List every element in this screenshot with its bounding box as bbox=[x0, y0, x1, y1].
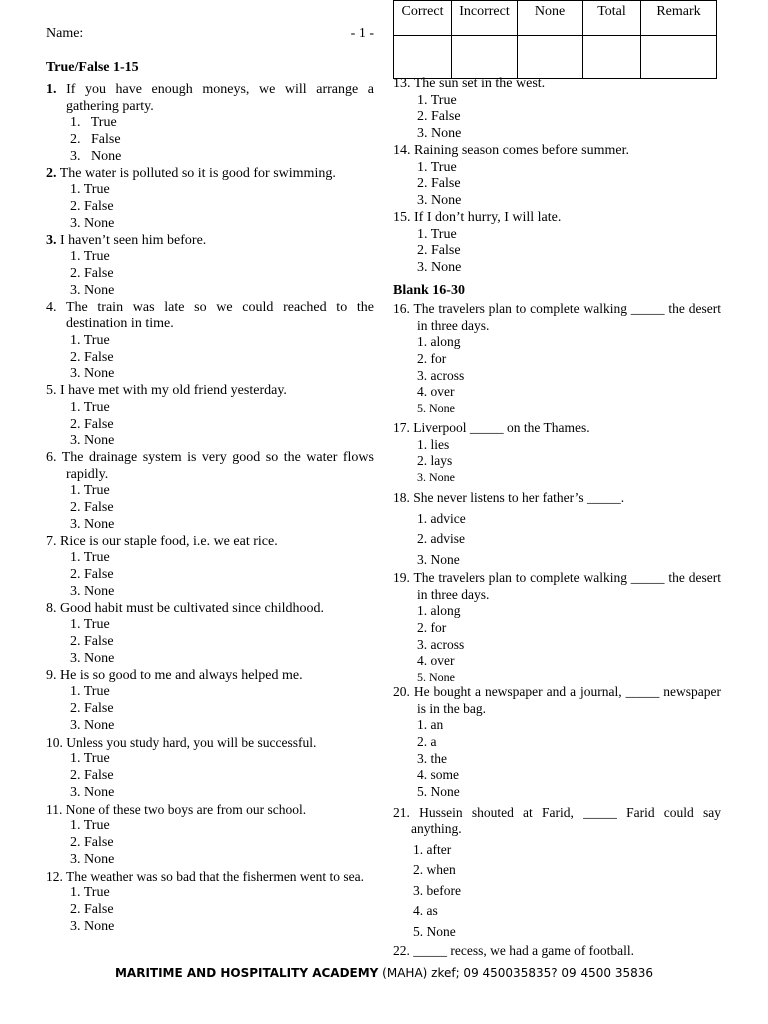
question-number: 1. bbox=[46, 82, 57, 97]
question-number: 4. bbox=[46, 299, 57, 315]
question-number: 14. bbox=[393, 142, 411, 158]
option-true[interactable]: 1. True bbox=[70, 332, 110, 348]
question-text: Unless you study hard, you will be successful. bbox=[66, 734, 317, 750]
question-text: Rice is our staple food, i.e. we eat rice. bbox=[60, 533, 278, 549]
option-4[interactable]: 4. some bbox=[417, 767, 459, 783]
question-2 bbox=[46, 166, 374, 233]
option-true[interactable]: 1. True bbox=[417, 226, 457, 242]
score-cell-incorrect[interactable] bbox=[452, 36, 518, 79]
option-false[interactable]: 2. False bbox=[70, 634, 114, 650]
question-text: Hussein shouted at Farid, _____ Farid could say anything. bbox=[411, 804, 721, 837]
option-false[interactable]: 2. False bbox=[417, 109, 461, 125]
option-4[interactable]: 4. over bbox=[417, 384, 455, 400]
option-1[interactable]: 1. along bbox=[417, 603, 461, 619]
option-5[interactable]: 5. None bbox=[417, 670, 455, 685]
question-text: I haven’t seen him before. bbox=[60, 232, 207, 248]
option-2[interactable]: 2. a bbox=[417, 733, 437, 749]
footer-org: MARITIME AND HOSPITALITY ACADEMY bbox=[114, 966, 379, 980]
question-number: 8. bbox=[46, 600, 57, 616]
question-number: 7. bbox=[46, 533, 57, 549]
option-none[interactable]: 3. None bbox=[70, 433, 115, 449]
option-3[interactable]: 3. before bbox=[413, 882, 461, 898]
name-label: Name: bbox=[46, 26, 84, 41]
option-false[interactable]: 2. False bbox=[417, 243, 461, 259]
option-true[interactable]: 1. True bbox=[70, 550, 110, 566]
question-text: She never listens to her father’s _____. bbox=[413, 489, 625, 505]
option-true[interactable]: 1. True bbox=[70, 182, 110, 198]
option-false[interactable]: 2. False bbox=[70, 198, 114, 214]
option-true[interactable]: 1. True bbox=[70, 684, 110, 700]
score-col-remark: Remark bbox=[641, 1, 717, 36]
option-false[interactable]: 2. False bbox=[70, 902, 114, 917]
option-3[interactable]: 3. across bbox=[417, 636, 465, 652]
question-number: 21. bbox=[393, 804, 410, 820]
question-text: Good habit must be cultivated since childhood. bbox=[60, 600, 325, 616]
option-none[interactable]: 3. None bbox=[417, 126, 462, 142]
option-false[interactable]: 2. False bbox=[70, 265, 114, 281]
option-1[interactable]: 1. advice bbox=[417, 510, 466, 526]
question-text: The travelers plan to complete walking _____ the desert in three days. bbox=[413, 300, 721, 333]
question-number: 5. bbox=[46, 383, 57, 399]
option-false[interactable]: 2. False bbox=[70, 416, 114, 432]
option-true[interactable]: 1. True bbox=[70, 617, 110, 633]
option-true[interactable]: 1. True bbox=[70, 818, 110, 834]
score-col-correct: Correct bbox=[394, 1, 452, 36]
question-text: None of these two boys are from our school. bbox=[65, 801, 307, 817]
option-none[interactable]: 3. None bbox=[70, 366, 115, 382]
option-true[interactable]: 1. True bbox=[70, 885, 110, 901]
question-text: _____ recess, we had a game of football. bbox=[413, 943, 635, 959]
question-number: 13. bbox=[393, 76, 411, 91]
option-1[interactable]: 1. along bbox=[417, 334, 461, 350]
question-8 bbox=[46, 601, 374, 668]
question-number: 12. bbox=[46, 868, 63, 884]
option-none[interactable]: 3. None bbox=[70, 148, 122, 164]
option-2[interactable]: 2. for bbox=[417, 350, 447, 366]
question-number: 20. bbox=[393, 684, 410, 700]
option-false[interactable]: 2. False bbox=[417, 176, 461, 192]
question-text: If I don’t hurry, I will late. bbox=[414, 209, 562, 225]
left-column bbox=[46, 60, 374, 936]
question-16 bbox=[393, 301, 721, 415]
page-number: - 1 - bbox=[350, 26, 374, 41]
question-number: 6. bbox=[46, 450, 57, 466]
option-2[interactable]: 2. advise bbox=[417, 531, 465, 547]
option-3[interactable]: 3. the bbox=[417, 750, 447, 766]
score-col-incorrect: Incorrect bbox=[452, 1, 518, 36]
question-number: 3. bbox=[46, 232, 57, 248]
question-text: The train was late so we could reached to the destination in time. bbox=[65, 299, 374, 332]
question-number: 22. bbox=[393, 943, 410, 959]
question-text: The water is polluted so it is good for swimming. bbox=[59, 165, 336, 181]
right-column bbox=[393, 76, 721, 960]
option-false[interactable]: 2. False bbox=[70, 835, 114, 851]
question-1 bbox=[46, 82, 374, 166]
question-21 bbox=[393, 805, 721, 943]
question-14 bbox=[393, 143, 721, 210]
option-true[interactable]: 1. True bbox=[70, 483, 110, 499]
score-cell-none[interactable] bbox=[518, 36, 583, 79]
question-text: He bought a newspaper and a journal, _____ newspaper is in the bag. bbox=[413, 684, 722, 716]
option-false[interactable]: 2. False bbox=[70, 768, 114, 784]
question-text: The weather was so bad that the fishermen went to sea. bbox=[66, 868, 365, 884]
question-text: Liverpool _____ on the Thames. bbox=[413, 419, 590, 435]
option-2[interactable]: 2. lays bbox=[417, 453, 453, 469]
option-none[interactable]: 3. None bbox=[70, 784, 115, 800]
option-true[interactable]: 1. True bbox=[417, 159, 457, 175]
option-1[interactable]: 1. after bbox=[413, 841, 452, 857]
tf-section-title: True/False 1-15 bbox=[46, 60, 139, 75]
option-1[interactable]: 1. lies bbox=[417, 436, 450, 452]
question-text: The drainage system is very good so the water flows rapidly. bbox=[61, 450, 374, 482]
score-col-none: None bbox=[518, 1, 583, 36]
question-11 bbox=[46, 802, 374, 869]
option-false[interactable]: 2. False bbox=[70, 131, 121, 147]
option-false[interactable]: 2. False bbox=[70, 500, 114, 516]
question-3 bbox=[46, 233, 374, 300]
question-10 bbox=[46, 735, 374, 802]
question-18 bbox=[393, 490, 721, 570]
option-false[interactable]: 2. False bbox=[70, 349, 114, 365]
question-number: 17. bbox=[393, 419, 410, 435]
option-4[interactable]: 4. over bbox=[417, 653, 455, 669]
score-cell-correct[interactable] bbox=[394, 36, 452, 79]
option-none[interactable]: 3. None bbox=[70, 583, 115, 599]
question-number: 2. bbox=[46, 165, 57, 181]
option-none[interactable]: 3. None bbox=[70, 650, 115, 666]
question-text: If you have enough moneys, we will arrange a gathering party. bbox=[66, 82, 374, 114]
option-false[interactable]: 2. False bbox=[70, 567, 114, 583]
question-12 bbox=[46, 869, 374, 936]
question-9 bbox=[46, 668, 374, 735]
option-none[interactable]: 3. None bbox=[70, 516, 115, 532]
question-number: 18. bbox=[393, 489, 410, 505]
question-7 bbox=[46, 534, 374, 601]
option-none[interactable]: 3. None bbox=[70, 717, 115, 733]
question-text: The sun set in the west. bbox=[413, 76, 546, 91]
option-true[interactable]: 1. True bbox=[417, 92, 457, 108]
option-none[interactable]: 3. None bbox=[70, 215, 115, 231]
question-4 bbox=[46, 300, 374, 384]
question-text: I have met with my old friend yesterday. bbox=[60, 383, 287, 399]
question-number: 11. bbox=[46, 801, 63, 817]
score-table bbox=[393, 0, 717, 79]
option-2[interactable]: 2. for bbox=[417, 619, 447, 635]
question-15 bbox=[393, 210, 721, 277]
option-true[interactable]: 1. True bbox=[70, 399, 110, 415]
option-true[interactable]: 1. True bbox=[70, 249, 110, 265]
footer-contact: (MAHA) zkef; 09 450035835? 09 4500 35836 bbox=[378, 966, 654, 980]
question-5 bbox=[46, 383, 374, 450]
option-none[interactable]: 3. None bbox=[70, 918, 115, 934]
option-true[interactable]: 1. True bbox=[70, 115, 117, 131]
question-19 bbox=[393, 570, 721, 684]
question-22 bbox=[393, 943, 721, 960]
footer bbox=[0, 966, 768, 980]
question-13 bbox=[393, 76, 721, 143]
option-4[interactable]: 4. as bbox=[413, 903, 438, 919]
question-text: The travelers plan to complete walking _____ the desert in three days. bbox=[413, 570, 721, 602]
option-1[interactable]: 1. an bbox=[417, 717, 444, 733]
question-text: Raining season comes before summer. bbox=[414, 142, 630, 158]
option-true[interactable]: 1. True bbox=[70, 751, 110, 767]
option-2[interactable]: 2. when bbox=[413, 862, 456, 878]
question-text: He is so good to me and always helped me. bbox=[60, 667, 303, 683]
option-3[interactable]: 3. None bbox=[417, 551, 460, 567]
score-col-total: Total bbox=[583, 1, 641, 36]
score-cell-remark[interactable] bbox=[641, 36, 717, 79]
question-number: 10. bbox=[46, 734, 63, 750]
question-number: 16. bbox=[393, 300, 410, 316]
option-none[interactable]: 3. None bbox=[417, 193, 462, 209]
option-false[interactable]: 2. False bbox=[70, 701, 114, 717]
option-3[interactable]: 3. None bbox=[417, 469, 455, 484]
option-5[interactable]: 5. None bbox=[417, 400, 455, 415]
option-none[interactable]: 3. None bbox=[417, 260, 462, 276]
question-number: 19. bbox=[393, 570, 410, 586]
option-5[interactable]: 5. None bbox=[413, 923, 456, 939]
question-6 bbox=[46, 450, 374, 534]
option-5[interactable]: 5. None bbox=[417, 784, 460, 800]
question-17 bbox=[393, 420, 721, 484]
question-20 bbox=[393, 684, 721, 801]
blank-section-title: Blank 16-30 bbox=[393, 282, 465, 298]
option-none[interactable]: 3. None bbox=[70, 851, 115, 867]
option-none[interactable]: 3. None bbox=[70, 282, 115, 298]
question-number: 9. bbox=[46, 667, 57, 683]
name-row bbox=[46, 26, 374, 42]
question-number: 15. bbox=[393, 209, 411, 225]
score-cell-total[interactable] bbox=[583, 36, 641, 79]
option-3[interactable]: 3. across bbox=[417, 367, 465, 383]
